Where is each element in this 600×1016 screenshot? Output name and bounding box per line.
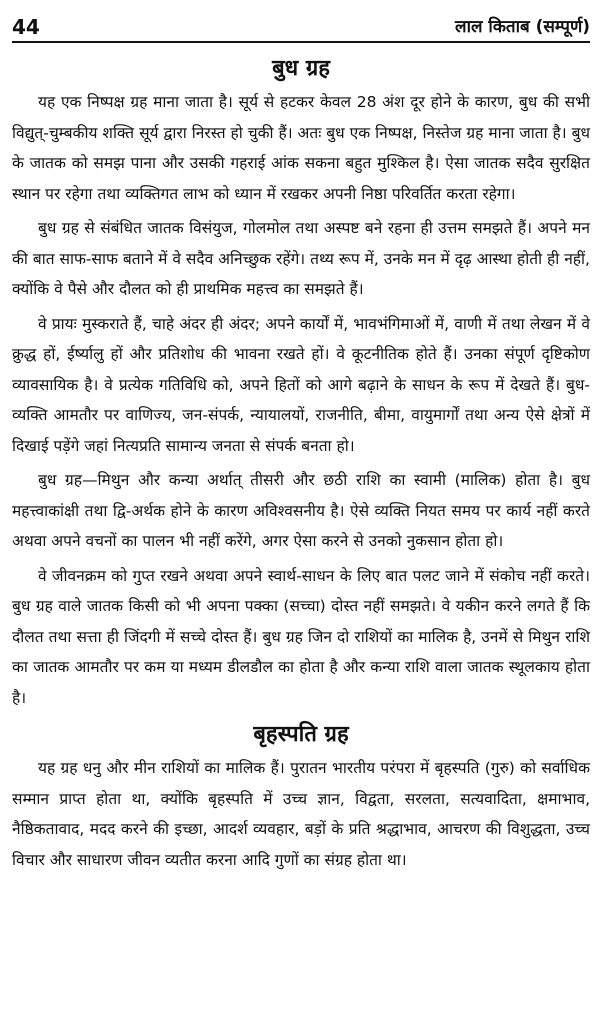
paragraph: यह ग्रह धनु और मीन राशियों का मालिक हैं। पुरातन भारतीय परंपरा में बृहस्पति (गुरु) को सर्वाधिक सम्मान प्राप्त होता था, क्योंकि बृहस्पति में उच्च ज्ञान, विद्वता, सरलता, सत्यवादिता, क्षमाभाव, नैष्ठिकतावाद, मदद करने की इच्छा, आदर्श व्यवहार, बड़ों के प्रति श्रद्धाभाव, आचरण की विशुद्धता, उच्च विचार और साधारण जीवन व्यतीत करना आदि गुणों का संग्रह होता था। (12, 759, 590, 869)
page-header (12, 0, 590, 41)
paragraph: बुध ग्रह से संबंधित जातक विसंयुज, गोलमोल तथा अस्पष्ट बने रहना ही उत्तम समझते हैं। अपने मन की बात साफ-साफ बताने में वे सदैव अनिच्छुक रहेंगे। तथ्य रूप में, उनके मन में दृढ़ आस्था होती ही नहीं, क्योंकि वे पैसे और दौलत को ही प्राथमिक महत्त्व का समझते हैं। (12, 219, 590, 298)
paragraph: यह एक निष्पक्ष ग्रह माना जाता है। सूर्य से हटकर केवल 28 अंश दूर होने के कारण, बुध की सभी विद्युत्-चुम्बकीय शक्ति सूर्य द्वारा निरस्त हो चुकी हैं। अतः बुध एक निष्पक्ष, निस्तेज ग्रह माना जाता है। बुध के जातक को समझ पाना और उसकी गहराई आंक सकना बहुत मुश्किल है। ऐसा जातक सदैव सुरक्षित स्थान पर रहेगा तथा व्यक्तिगत लाभ को ध्यान में रखकर अपनी निष्ठा परिवर्तित करता रहेगा। (12, 93, 590, 203)
section-heading: बुध ग्रह (272, 56, 330, 81)
section-budh (12, 55, 590, 713)
page-number: 44 (12, 15, 40, 39)
header-rule (12, 41, 590, 43)
section-brihaspati (12, 721, 590, 875)
paragraph: बुध ग्रह—मिथुन और कन्या अर्थात् तीसरी और छठी राशि का स्वामी (मालिक) होता है। बुध महत्त्वाकांक्षी तथा द्वि-अर्थक होने के कारण अविश्वसनीय है। ऐसे व्यक्ति नियत समय पर कार्य नहीं करते अथवा अपने वचनों का पालन भी नहीं करेंगे, अगर ऐसा करने से उनको नुकसान होता हो। (12, 471, 590, 550)
running-title: लाल किताब (सम्पूर्ण) (455, 17, 590, 37)
paragraph: वे जीवनक्रम को गुप्त रखने अथवा अपने स्वार्थ-साधन के लिए बात पलट जाने में संकोच नहीं करते। बुध ग्रह वाले जातक किसी को भी अपना पक्का (सच्चा) दोस्त नहीं समझते। वे यकीन करने लगते हैं कि दौलत तथा सत्ता ही जिंदगी में सच्चे दोस्त हैं। बुध ग्रह जिन दो राशियों का मालिक है, उनमें से मिथुन राशि का जातक आमतौर पर कम या मध्यम डीलडौल का होता है और कन्या राशि वाला जातक स्थूलकाय होता है। (12, 566, 590, 707)
paragraph: वे प्रायः मुस्कराते हैं, चाहे अंदर ही अंदर; अपने कार्यों में, भावभंगिमाओं में, वाणी में तथा लेखन में वे क्रुद्ध हों, ईर्ष्यालु हों और प्रतिशोध की भावना रखते हों। वे कूटनीतिक होते हैं। उनका संपूर्ण दृष्टिकोण व्यावसायिक है। वे प्रत्येक गतिविधि को, अपने हितों को आगे बढ़ाने के साधन के रूप में देखते हैं। बुध-व्यक्ति आमतौर पर वाणिज्य, जन-संपर्क, न्यायालयों, राजनीति, बीमा, वायुमार्गों तथा अन्य ऐसे क्षेत्रों में दिखाई पड़ेंगे जहां नित्यप्रति सामान्य जनता से संपर्क बनता हो। (12, 314, 590, 455)
section-heading: बृहस्पति ग्रह (253, 722, 349, 747)
